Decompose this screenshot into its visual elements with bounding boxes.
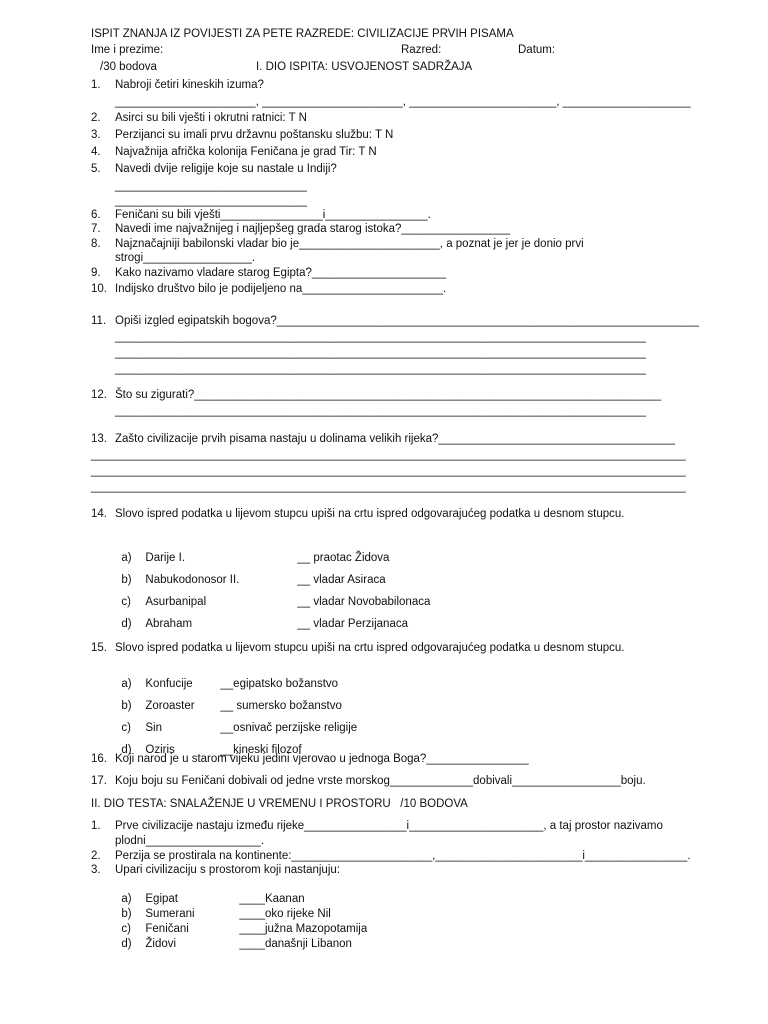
item-letter: b) — [121, 700, 132, 712]
question-8-text: Najznačajniji babilonski vladar bio je______________________, a poznat je jer je donio prvi — [115, 238, 584, 250]
question-5-text: Navedi dvije religije koje su nastale u Indiji? — [115, 163, 337, 175]
right-column-match[interactable]: __ vladar Asiraca — [297, 574, 386, 586]
question-number: 15. — [91, 642, 107, 654]
question-17-text: Koju boju su Feničani dobivali od jedne vrste morskog_____________dobivali_________________boju. — [115, 775, 646, 787]
part2-question-1-text: Prve civilizacije nastaju između rijeke________________i_____________________, a taj prostor nazivamo — [115, 820, 663, 832]
item-letter: a) — [121, 678, 132, 690]
question-number: 17. — [91, 775, 107, 787]
part2-heading — [91, 797, 468, 811]
question-number: 7. — [91, 223, 101, 235]
right-column-match[interactable]: ____južna Mazopotamija — [239, 923, 368, 935]
list-item — [115, 923, 352, 951]
question-5-answer-line[interactable]: ______________________________ — [115, 180, 307, 192]
question-13-answer-line[interactable]: _____________________________________________________________________________________________ — [91, 449, 686, 461]
question-13-answer-line[interactable]: _____________________________________________________________________________________________ — [91, 465, 686, 477]
left-column-term: Abraham — [145, 618, 193, 630]
left-column-term: Sin — [145, 722, 163, 734]
right-column-match[interactable]: __kineski filozof — [220, 744, 302, 756]
question-number: 8. — [91, 238, 101, 250]
question-number: 13. — [91, 433, 107, 445]
question-number: 16. — [91, 753, 107, 765]
left-column-term: Feničani — [145, 923, 189, 935]
question-1-text: Nabroji četiri kineskih izuma? — [115, 79, 264, 91]
class-label: Razred: — [401, 44, 442, 56]
item-letter: d) — [121, 938, 132, 950]
question-number: 3. — [91, 864, 101, 876]
right-column-match[interactable]: ____današnji Libanon — [239, 938, 352, 950]
question-9-text: Kako nazivamo vladare starog Egipta?_____________________ — [115, 267, 447, 279]
question-8-continuation: strogi_________________. — [115, 252, 256, 264]
question-12-answer-line[interactable]: ___________________________________________________________________________________ — [115, 405, 646, 417]
item-letter: a) — [121, 552, 132, 564]
question-11-answer-line[interactable]: ___________________________________________________________________________________ — [115, 347, 646, 359]
right-column-match[interactable]: __ vladar Novobabilonaca — [297, 596, 431, 608]
item-letter: d) — [121, 744, 132, 756]
right-column-match[interactable]: __osnivač perzijske religije — [220, 722, 358, 734]
question-2-text: Asirci su bili vješti i okrutni ratnici: T N — [115, 112, 307, 124]
question-12-text: Što su zigurati?_________________________________________________________________________ — [115, 389, 662, 401]
exam-title: ISPIT ZNANJA IZ POVIJESTI ZA PETE RAZREDE: CIVILIZACIJE PRVIH PISAMA — [91, 28, 514, 40]
question-number: 6. — [91, 209, 101, 221]
question-15-text: Slovo ispred podatka u lijevom stupcu upiši na crtu ispred odgovarajućeg podatka u desnom stupcu. — [115, 642, 625, 654]
question-number: 9. — [91, 267, 101, 279]
right-column-match[interactable]: __ vladar Perzijanaca — [297, 618, 408, 630]
question-number: 11. — [91, 315, 107, 327]
part2-question-1-continuation: plodni__________________. — [115, 835, 265, 847]
date-label: Datum: — [518, 44, 556, 56]
item-letter: a) — [121, 893, 132, 905]
question-number: 4. — [91, 146, 101, 158]
item-letter: b) — [121, 908, 132, 920]
question-4-text: Najvažnija afrička kolonija Feničana je grad Tir: T N — [115, 146, 377, 158]
question-number: 14. — [91, 508, 107, 520]
part1-points: /30 bodova — [100, 61, 157, 73]
right-column-match[interactable]: ____oko rijeke Nil — [239, 908, 331, 920]
question-13-text: Zašto civilizacije prvih pisama nastaju u dolinama velikih rijeka?_____________________________________ — [115, 433, 676, 445]
part2-title: II. DIO TESTA: SNALAŽENJE U VREMENU I PROSTORU — [91, 798, 391, 810]
question-number: 1. — [91, 79, 101, 91]
item-letter: c) — [121, 596, 131, 608]
question-14-text: Slovo ispred podatka u lijevom stupcu upiši na crtu ispred odgovarajućeg podatka u desnom stupcu. — [115, 508, 625, 520]
question-5-answer-line[interactable]: ______________________________ — [115, 195, 307, 207]
question-number: 1. — [91, 820, 101, 832]
part2-question-3-text: Upari civilizaciju s prostorom koji nastanjuju: — [115, 864, 340, 876]
left-column-term: Konfucije — [145, 678, 193, 690]
question-11-text: Opiši izgled egipatskih bogova?__________________________________________________________________ — [115, 315, 699, 327]
question-3-text: Perzijanci su imali prvu državnu poštansku službu: T N — [115, 129, 394, 141]
left-column-term: Darije I. — [145, 552, 186, 564]
question-number: 10. — [91, 283, 107, 295]
left-column-term: Oziris — [145, 744, 175, 756]
question-number: 2. — [91, 850, 101, 862]
question-11-answer-line[interactable]: ___________________________________________________________________________________ — [115, 331, 646, 343]
list-item — [115, 603, 408, 631]
item-letter: c) — [121, 923, 131, 935]
part2-points: /10 BODOVA — [400, 798, 468, 810]
question-1-answer-line[interactable]: ______________________, ______________________, _______________________, ____________________ — [115, 96, 691, 108]
item-letter: b) — [121, 574, 132, 586]
question-6-text: Feničani su bili vješti________________i________________. — [115, 209, 431, 221]
left-column-term: Zoroaster — [145, 700, 195, 712]
question-16-text: Koji narod je u starom vijeku jedini vjerovao u jednoga Boga?________________ — [115, 753, 529, 765]
right-column-match[interactable]: __egipatsko božanstvo — [220, 678, 339, 690]
item-letter: c) — [121, 722, 131, 734]
right-column-match[interactable]: ____Kaanan — [239, 893, 305, 905]
question-number: 12. — [91, 389, 107, 401]
part1-title: I. DIO ISPITA: USVOJENOST SADRŽAJA — [256, 61, 473, 73]
question-number: 2. — [91, 112, 101, 124]
left-column-term: Egipat — [145, 893, 178, 905]
question-13-answer-line[interactable]: _____________________________________________________________________________________________ — [91, 481, 686, 493]
name-label: Ime i prezime: — [91, 44, 164, 56]
question-number: 5. — [91, 163, 101, 175]
right-column-match[interactable]: __ praotac Židova — [297, 552, 390, 564]
item-letter: d) — [121, 618, 132, 630]
left-column-term: Židovi — [145, 938, 177, 950]
left-column-term: Nabukodonosor II. — [145, 574, 240, 586]
question-11-answer-line[interactable]: ___________________________________________________________________________________ — [115, 363, 646, 375]
left-column-term: Asurbanipal — [145, 596, 207, 608]
right-column-match[interactable]: __ sumersko božanstvo — [220, 700, 342, 712]
question-7-text: Navedi ime najvažnijeg i najljepšeg grada starog istoka?_________________ — [115, 223, 511, 235]
part2-question-2-text: Perzija se prostirala na kontinente:______________________,_______________________i________________. — [115, 850, 691, 862]
question-10-text: Indijsko društvo bilo je podijeljeno na______________________. — [115, 283, 447, 295]
left-column-term: Sumerani — [145, 908, 195, 920]
question-number: 3. — [91, 129, 101, 141]
